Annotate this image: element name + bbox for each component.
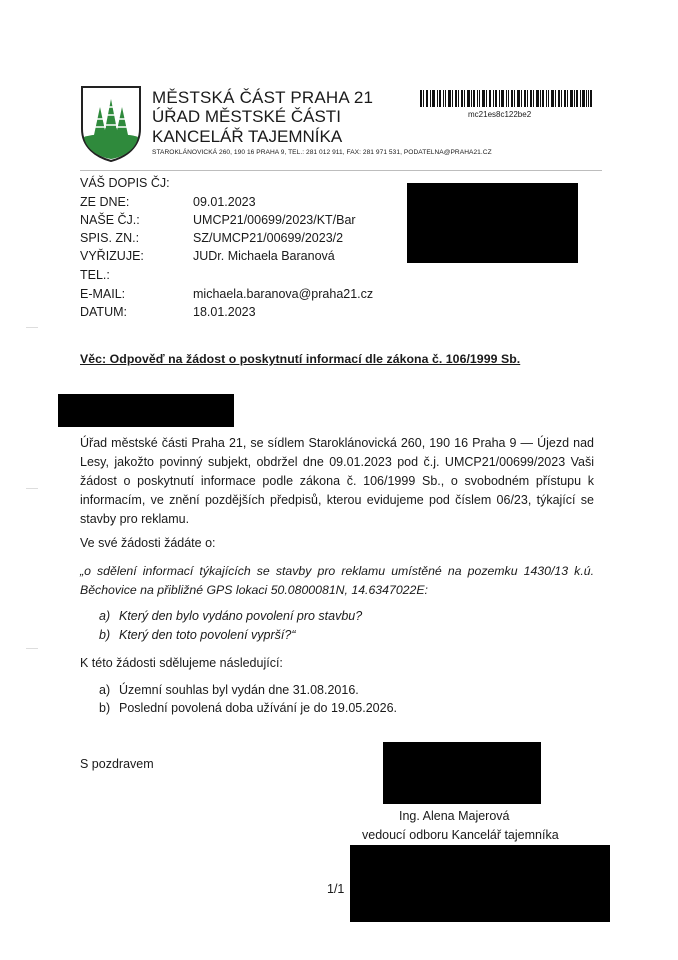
ref-label: VYŘIZUJE: bbox=[80, 249, 144, 263]
org-name-line3: KANCELÁŘ TAJEMNÍKA bbox=[152, 127, 343, 146]
org-address: STAROKLÁNOVICKÁ 260, 190 16 PRAHA 9, TEL.: 281 012 911, FAX: 281 971 531, PODATELNA@PRAHA21.CZ bbox=[152, 149, 492, 156]
question-marker: a) bbox=[99, 609, 111, 623]
ref-value: JUDr. Michaela Baranová bbox=[193, 249, 335, 263]
redacted-signature bbox=[383, 742, 541, 804]
ref-value: michaela.baranova@praha21.cz bbox=[193, 287, 374, 301]
ref-value: 18.01.2023 bbox=[193, 305, 256, 319]
request-quote: „o sdělení informací týkajících se stavby pro reklamu umístěné na pozemku 1430/13 k.ú. Běchovice na přibližné GPS lokaci 50.0800081N, 14.6347022E: bbox=[80, 564, 594, 597]
ref-value: UMCP21/00699/2023/KT/Bar bbox=[193, 213, 356, 227]
ref-label: SPIS. ZN.: bbox=[80, 231, 140, 245]
question-marker: b) bbox=[99, 628, 111, 642]
coat-of-arms-trees-icon bbox=[80, 85, 142, 163]
ref-label: VÁŠ DOPIS ČJ: bbox=[80, 176, 170, 190]
answer-intro: K této žádosti sdělujeme následující: bbox=[80, 656, 283, 670]
request-intro: Ve své žádosti žádáte o: bbox=[80, 536, 216, 550]
margin-mark bbox=[26, 488, 38, 489]
ref-label: DATUM: bbox=[80, 305, 127, 319]
margin-mark bbox=[26, 327, 38, 328]
org-name-line1: MĚSTSKÁ ČÁST PRAHA 21 bbox=[152, 88, 374, 107]
answer-text: Územní souhlas byl vydán dne 31.08.2016. bbox=[119, 683, 359, 697]
signatory-title: vedoucí odboru Kancelář tajemníka bbox=[362, 828, 559, 842]
closing-greeting: S pozdravem bbox=[80, 757, 154, 771]
org-name-line2: ÚŘAD MĚSTSKÉ ČÁSTI bbox=[152, 107, 341, 126]
answer-marker: b) bbox=[99, 701, 111, 715]
redacted-recipient-address bbox=[407, 183, 578, 263]
ref-value: SZ/UMCP21/00699/2023/2 bbox=[193, 231, 344, 245]
ref-label: TEL.: bbox=[80, 268, 110, 282]
ref-label: E-MAIL: bbox=[80, 287, 126, 301]
header-divider bbox=[80, 170, 602, 171]
ref-label: ZE DNE: bbox=[80, 195, 130, 209]
margin-mark bbox=[26, 648, 38, 649]
answer-text: Poslední povolená doba užívání je do 19.05.2026. bbox=[119, 701, 397, 715]
ref-label: NAŠE ČJ.: bbox=[80, 213, 140, 227]
intro-paragraph: Úřad městské části Praha 21, se sídlem Staroklánovická 260, 190 16 Praha 9 — Újezd nad Lesy, jakožto povinný subjekt, obdržel dne 09.01.2023 pod č.j. UMCP21/00699/2023 Vaši žádost o poskytnutí informace podle zákona č. 106/1999 Sb., o svobodném přístupu k informacím, ve znění pozdějších předpisů, kterou evidujeme pod číslem 06/23, týkající se stavby pro reklamu. bbox=[80, 436, 594, 526]
ref-value: 09.01.2023 bbox=[193, 195, 256, 209]
question-text: Který den bylo vydáno povolení pro stavbu? bbox=[119, 609, 363, 623]
redacted-stamp bbox=[350, 845, 610, 922]
barcode-icon bbox=[420, 90, 592, 107]
redacted-salutation bbox=[58, 394, 234, 427]
signatory-name: Ing. Alena Majerová bbox=[399, 809, 510, 823]
answer-marker: a) bbox=[99, 683, 111, 697]
barcode-text: mc21es8c122be2 bbox=[468, 110, 532, 119]
page-number: 1/1 bbox=[327, 882, 345, 896]
subject-line: Věc: Odpověď na žádost o poskytnutí informací dle zákona č. 106/1999 Sb. bbox=[80, 352, 521, 366]
question-text: Který den toto povolení vyprší?“ bbox=[119, 628, 296, 642]
